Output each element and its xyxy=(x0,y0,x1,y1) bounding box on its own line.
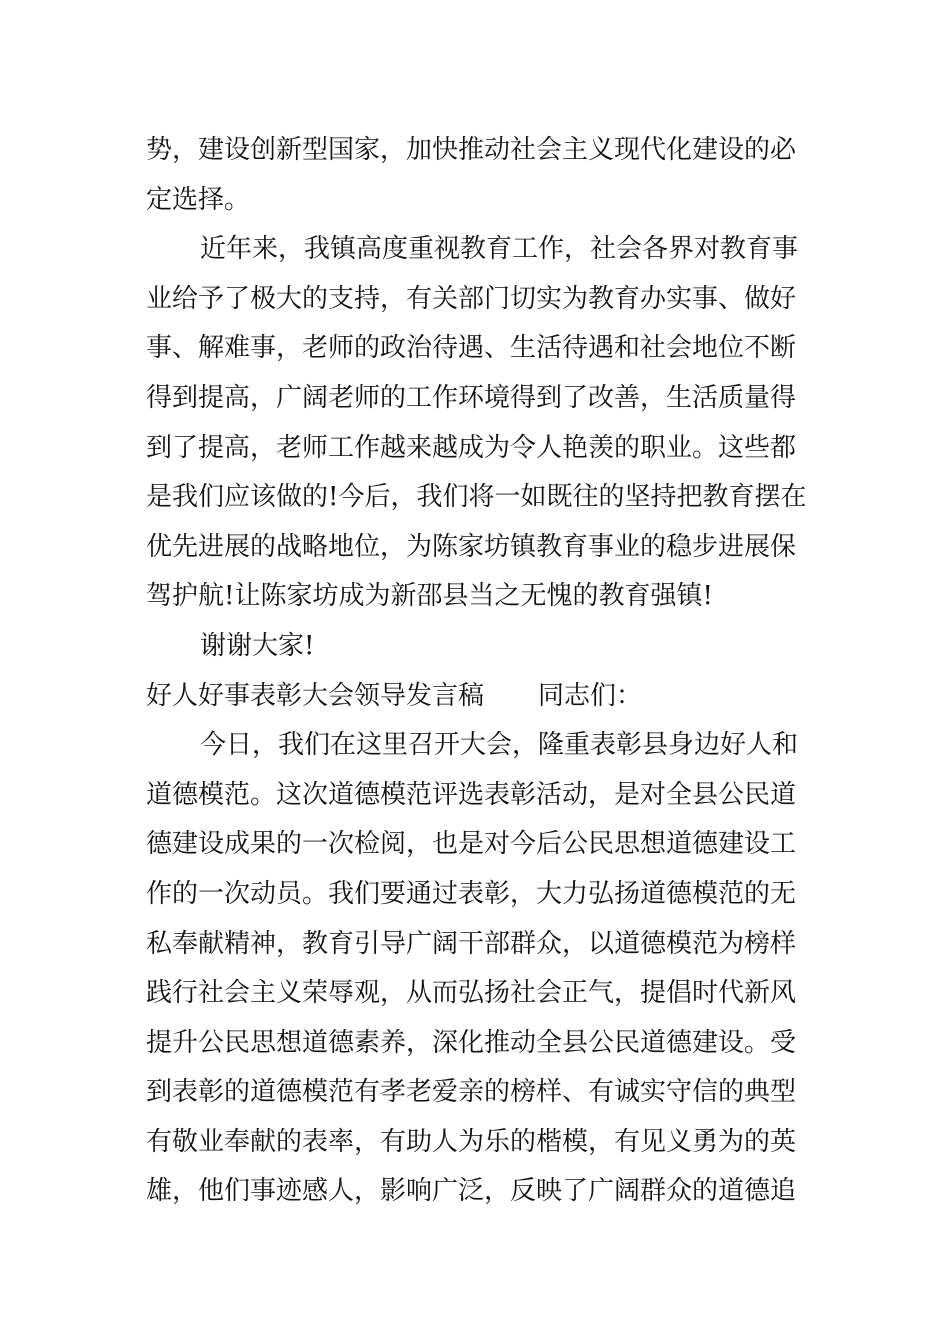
document-page xyxy=(146,126,826,1217)
document-title: 好人好事表彰大会领导发言稿 xyxy=(146,680,485,711)
text-line: 驾护航!让陈家坊成为新邵县当之无愧的教育强镇! xyxy=(146,581,713,612)
text-line: 近年来，我镇高度重视教育工作，社会各界对教育事 xyxy=(200,234,799,265)
heading-line xyxy=(146,672,826,722)
text-line: 定选择。 xyxy=(146,184,251,215)
text-line: 得到提高，广阔老师的工作环境得到了改善，生活质量得 xyxy=(146,382,797,413)
text-line: 今日，我们在这里召开大会，隆重表彰县身边好人和 xyxy=(200,730,799,761)
text-line: 德建设成果的一次检阅，也是对今后公民思想道德建设工 xyxy=(146,829,797,860)
text-line: 优先进展的战略地位，为陈家坊镇教育事业的稳步进展保 xyxy=(146,531,797,562)
text-line: 有敬业奉献的表率，有助人为乐的楷模，有见义勇为的英 xyxy=(146,1126,797,1157)
text-line: 事、解难事，老师的政治待遇、生活待遇和社会地位不断 xyxy=(146,333,797,364)
salutation: 同志们： xyxy=(538,680,643,711)
text-line: 是我们应该做的!今后，我们将一如既往的坚持把教育摆在 xyxy=(146,482,807,513)
text-line: 势，建设创新型国家，加快推动社会主义现代化建设的必 xyxy=(146,135,797,165)
text-line: 到了提高，老师工作越来越成为令人艳羡的职业。这些都 xyxy=(146,432,797,463)
text-line: 到表彰的道德模范有孝老爱亲的榜样、有诚实守信的典型 xyxy=(146,1077,797,1108)
text-line: 雄，他们事迹感人，影响广泛，反映了广阔群众的道德追 xyxy=(146,1176,797,1207)
text-line: 作的一次动员。我们要通过表彰，大力弘扬道德模范的无 xyxy=(146,878,797,909)
text-line: 提升公民思想道德素养，深化推动全县公民道德建设。受 xyxy=(146,1027,797,1058)
closing-line: 谢谢大家! xyxy=(200,630,315,661)
text-line: 践行社会主义荣辱观，从而弘扬社会正气，提倡时代新风 xyxy=(146,978,797,1009)
text-line: 私奉献精神，教育引导广阔干部群众，以道德模范为榜样 xyxy=(146,928,797,959)
text-line: 业给予了极大的支持，有关部门切实为教育办实事、做好 xyxy=(146,283,797,314)
text-line: 道德模范。这次道德模范评选表彰活动，是对全县公民道 xyxy=(146,779,797,810)
